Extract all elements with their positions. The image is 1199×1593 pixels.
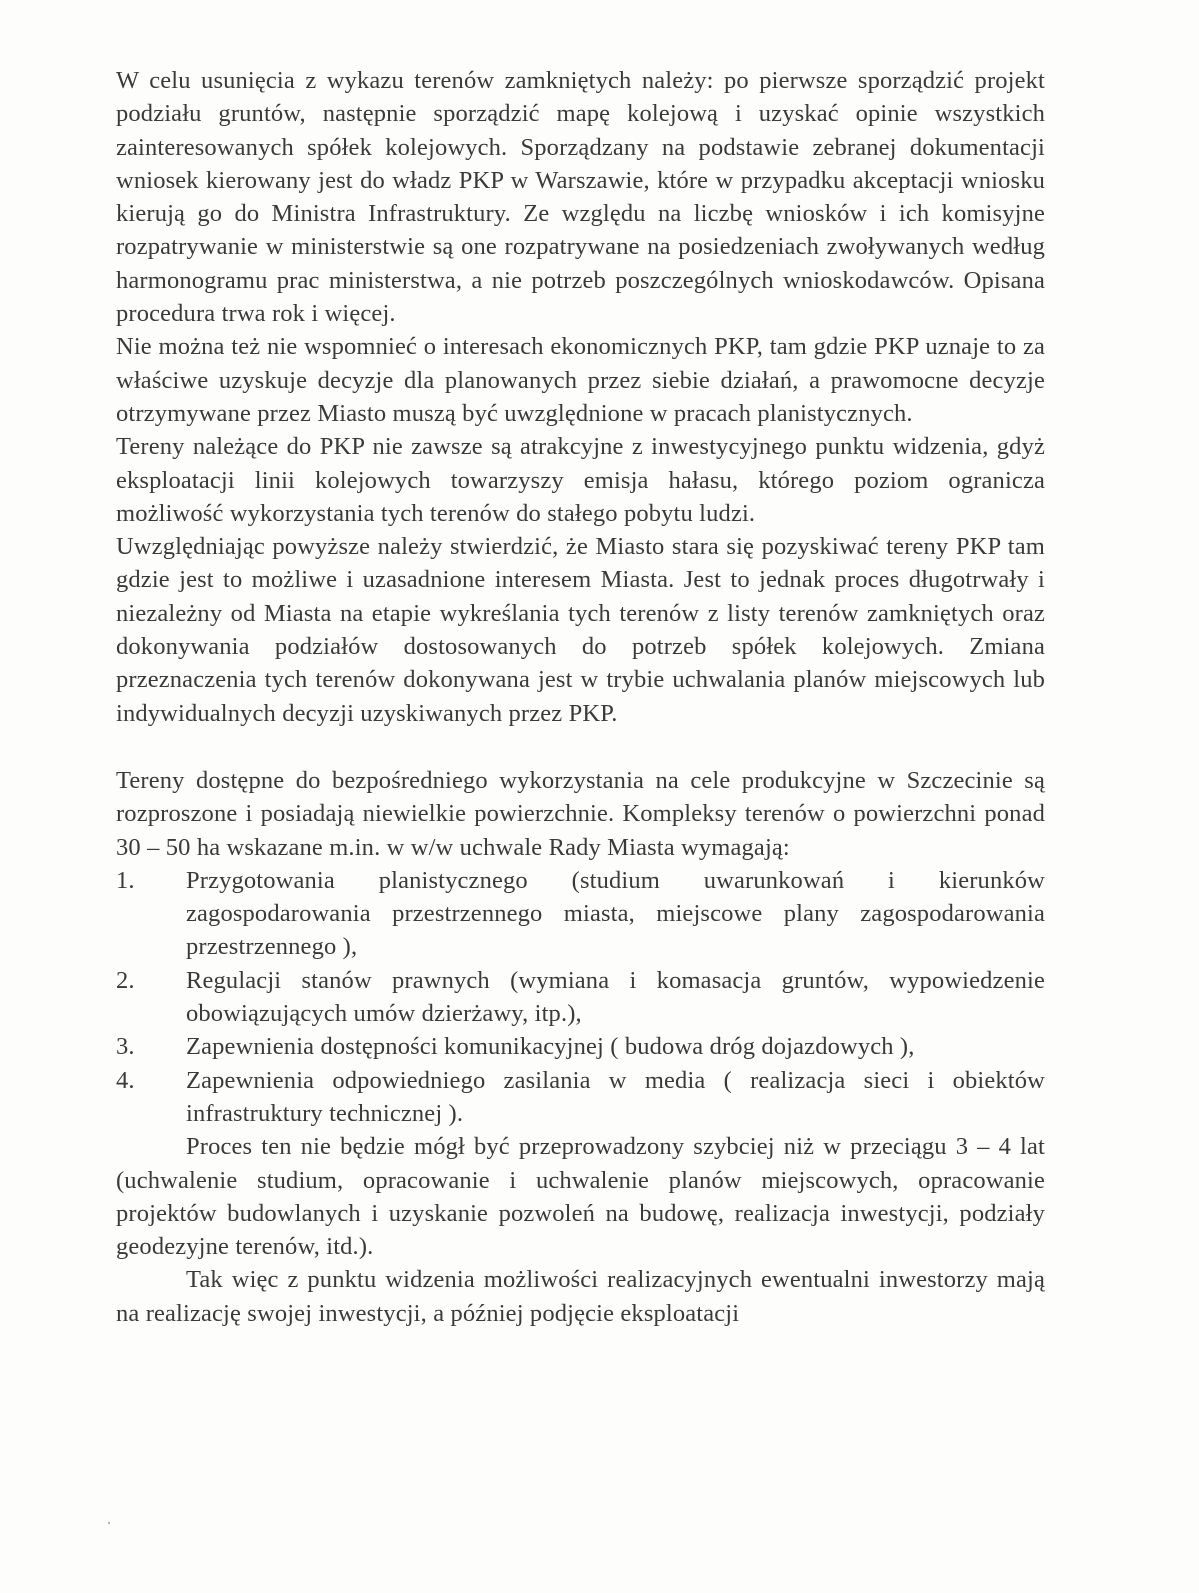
list-item xyxy=(116,964,1045,1031)
document-body xyxy=(116,64,1045,1330)
paragraph-production-areas: Tereny dostępne do bezpośredniego wykorzystania na cele produkcyjne w Szczecinie są rozproszone i posiadają niewielkie powierzchnie. Kompleksy terenów o powierzchni ponad 30 – 50 ha wskazane m.in. w w/w uchwale Rady Miasta wymagają: xyxy=(116,766,1045,861)
list-item xyxy=(116,864,1045,964)
list-item-text: Regulacji stanów prawnych (wymiana i komasacja gruntów, wypowiedzenie obowiązujących umów dzierżawy, itp.), xyxy=(186,966,1045,1028)
paragraph-closed-areas-procedure: W celu usunięcia z wykazu terenów zamkniętych należy: po pierwsze sporządzić projekt podziału gruntów, następnie sporządzić mapę kolejową i uzyskać opinie wszystkich zainteresowanych spółek kolejowych. Sporządzany na podstawie zebranej dokumentacji wniosek kierowany jest do władz PKP w Warszawie, które w przypadku akceptacji wniosku kierują go do Ministra Infrastruktury. Ze względu na liczbę wniosków i ich komisyjne rozpatrywanie w ministerstwie są one rozpatrywane na posiedzeniach zwoływanych według harmonogramu prac ministerstwa, a nie potrzeb poszczególnych wnioskodawców. Opisana procedura trwa rok i więcej. xyxy=(116,67,1045,328)
paragraph-process-duration: Proces ten nie będzie mógł być przeprowadzony szybciej niż w przeciągu 3 – 4 lat (uchwalenie studium, opracowanie i uchwalenie planów miejscowych, opracowanie projektów budowlanych i uzyskanie pozwoleń na budowę, realizacja inwestycji, podziały geodezyjne terenów, itd.). xyxy=(116,1133,1045,1261)
scan-dot xyxy=(108,1522,110,1524)
list-item xyxy=(116,1030,1045,1063)
requirements-list xyxy=(116,864,1045,1130)
list-item-number: 3. xyxy=(116,1033,135,1061)
list-item xyxy=(116,1064,1045,1131)
list-item-number: 2. xyxy=(116,966,135,994)
paragraph-gap xyxy=(116,730,1045,764)
list-item-text: Zapewnienia odpowiedniego zasilania w media ( realizacja sieci i obiektów infrastruktury technicznej ). xyxy=(186,1066,1045,1127)
list-item-number: 4. xyxy=(116,1066,135,1094)
paragraph-pkp-land-attractiveness: Tereny należące do PKP nie zawsze są atrakcyjne z inwestycyjnego punktu widzenia, gdyż eksploatacji linii kolejowych towarzyszy emisja hałasu, którego poziom ogranicza możliwość wykorzystania tych terenów do stałego pobytu ludzi. xyxy=(116,433,1045,527)
paragraph-pkp-economic-interests: Nie można też nie wspomnieć o interesach ekonomicznych PKP, tam gdzie PKP uznaje to za właściwe uzyskuje decyzje dla planowanych przez siebie działań, a prawomocne decyzje otrzymywane przez Miasto muszą być uwzględnione w pracach planistycznych. xyxy=(116,333,1045,427)
list-item-text: Przygotowania planistycznego (studium uwarunkowań i kierunków zagospodarowania przestrzennego miasta, miejscowe plany zagospodarowania przestrzennego ), xyxy=(186,866,1045,961)
list-item-number: 1. xyxy=(116,866,135,894)
paragraph-investor-timeline: Tak więc z punktu widzenia możliwości realizacyjnych ewentualni inwestorzy mają na realizację swojej inwestycji, a później podjęcie eksploatacji xyxy=(116,1266,1045,1327)
list-item-text: Zapewnienia dostępności komunikacyjnej ( budowa dróg dojazdowych ), xyxy=(186,1033,915,1061)
paragraph-city-acquisition: Uwzględniając powyższe należy stwierdzić, że Miasto stara się pozyskiwać tereny PKP tam gdzie jest to możliwe i uzasadnione interesem Miasta. Jest to jednak proces długotrwały i niezależny od Miasta na etapie wykreślania tych terenów z listy terenów zamkniętych oraz dokonywania podziałów dostosowanych do potrzeb spółek kolejowych. Zmiana przeznaczenia tych terenów dokonywana jest w trybie uchwalania planów miejscowych lub indywidualnych decyzji uzyskiwanych przez PKP. xyxy=(116,533,1045,727)
